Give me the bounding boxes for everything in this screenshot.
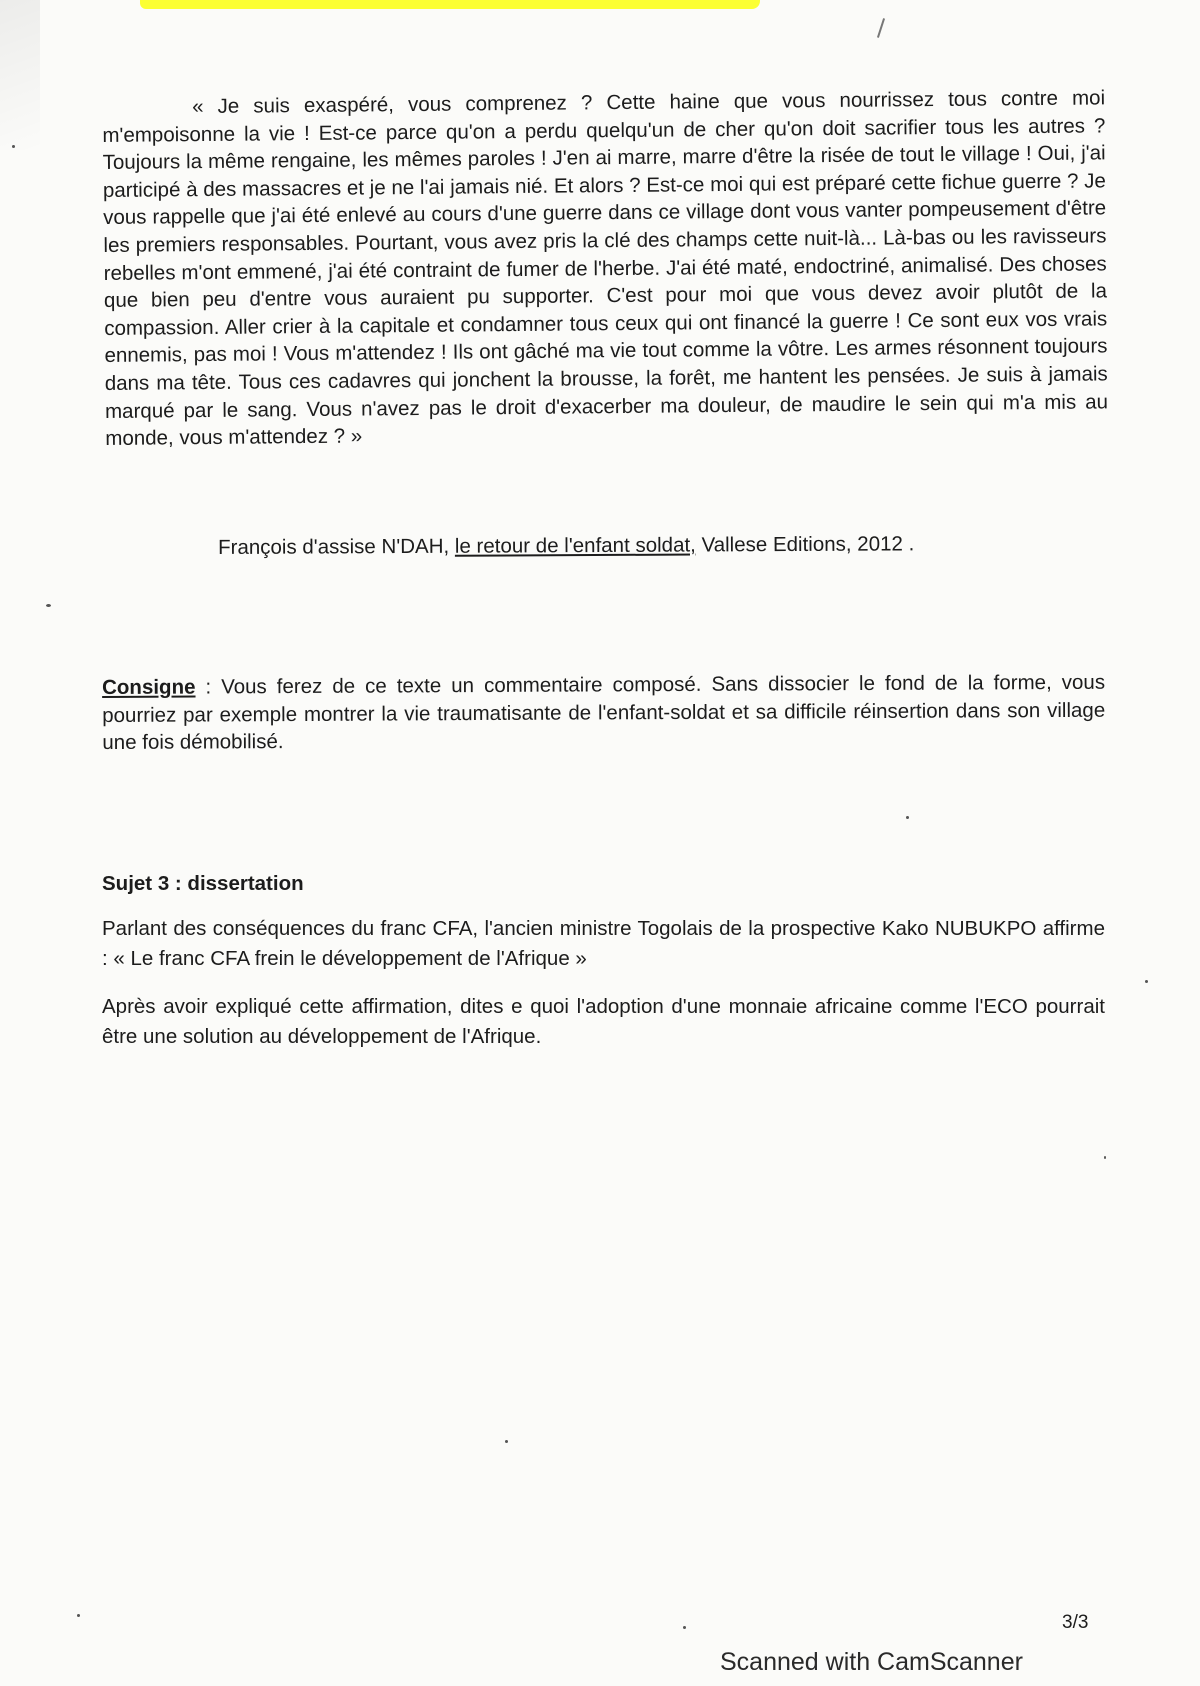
subject-heading: Sujet 3 : dissertation (102, 872, 304, 895)
excerpt-text: « Je suis exaspéré, vous comprenez ? Cette haine que vous nourrissez tous contre moi m'empoisonne la vie ! Est-ce parce qu'on a perdu quelqu'un de cher qu'on doit sacrifier tous les autres ? Toujours la même rengaine, les mêmes paroles ! J'en ai marre, marre d'être la risée de tout le village ! Oui, j'ai participé à des massacres et je ne l'ai jamais nié. Et alors ? Est-ce moi qui est préparé cette fichue guerre ? Je vous rappelle que j'ai été enlevé au cours d'une guerre dans ce village dont vous vanter pompeusement d'être les premiers responsables. Pourtant, vous avez pris la clé des champs cette nuit-là... Là-bas ou les ravisseurs rebelles m'ont emmené, j'ai été contraint de fumer de l'herbe. J'ai été maté, endoctriné, animalisé. Des choses que bien peu d'entre vous auraient pu supporter. C'est pour moi que vous devez avoir plutôt de la compassion. Aller crier à la capitale et condamner tous ceux qui ont financé la guerre ! Ce sont eux vos vrais ennemis, pas moi ! Vous m'attendez ! Ils ont gâché ma vie tout comme la vôtre. Les armes résonnent toujours dans ma tête. Tous ces cadavres qui jonchent la brousse, la forêt, me hantent les pensées. Je suis à jamais marqué par le sang. Vous n'avez pas le droit d'exacerber ma douleur, de maudire le sein qui m'a mis au monde, vous m'attendez ? » (102, 86, 1109, 451)
scan-speck (1145, 980, 1148, 983)
page-number: 3/3 (1062, 1612, 1089, 1633)
pen-mark (877, 18, 885, 38)
scan-speck (505, 1440, 508, 1443)
subject-paragraph-question: Après avoir expliqué cette affirmation, dites e quoi l'adoption d'une monnaie africaine comme l'ECO pourrait être une solution au développement de l'Afrique. (102, 995, 1105, 1048)
scan-edge-shadow (0, 0, 40, 150)
scan-speck (77, 1614, 80, 1617)
scan-speck (1104, 1156, 1106, 1159)
yellow-highlight-strip (140, 0, 760, 9)
source-publisher: Vallese Editions, 2012 . (695, 532, 915, 557)
consigne-text: : Vous ferez de ce texte un commentaire composé. Sans dissocier le fond de la forme, vous pourriez par exemple montrer la vie traumatisante de l'enfant-soldat et sa difficile réinsertion dans son village une fois démobilisé. (102, 670, 1106, 755)
source-author: François d'assise N'DAH, (218, 534, 455, 559)
subject-paragraph-quote: Parlant des conséquences du franc CFA, l'ancien ministre Togolais de la prospective Kako NUBUKPO affirme : « Le franc CFA frein le développement de l'Afrique » (102, 917, 1105, 970)
consigne-instructions (102, 669, 1105, 757)
scan-speck (46, 604, 51, 607)
source-citation (218, 532, 914, 560)
excerpt-passage (102, 84, 1108, 452)
scan-speck (906, 816, 909, 819)
scanner-watermark: Scanned with CamScanner (720, 1648, 1023, 1676)
source-book-title: le retour de l'enfant soldat, (454, 533, 696, 558)
scan-speck (12, 145, 15, 148)
scan-speck (683, 1626, 686, 1629)
consigne-label: Consigne (102, 675, 196, 699)
